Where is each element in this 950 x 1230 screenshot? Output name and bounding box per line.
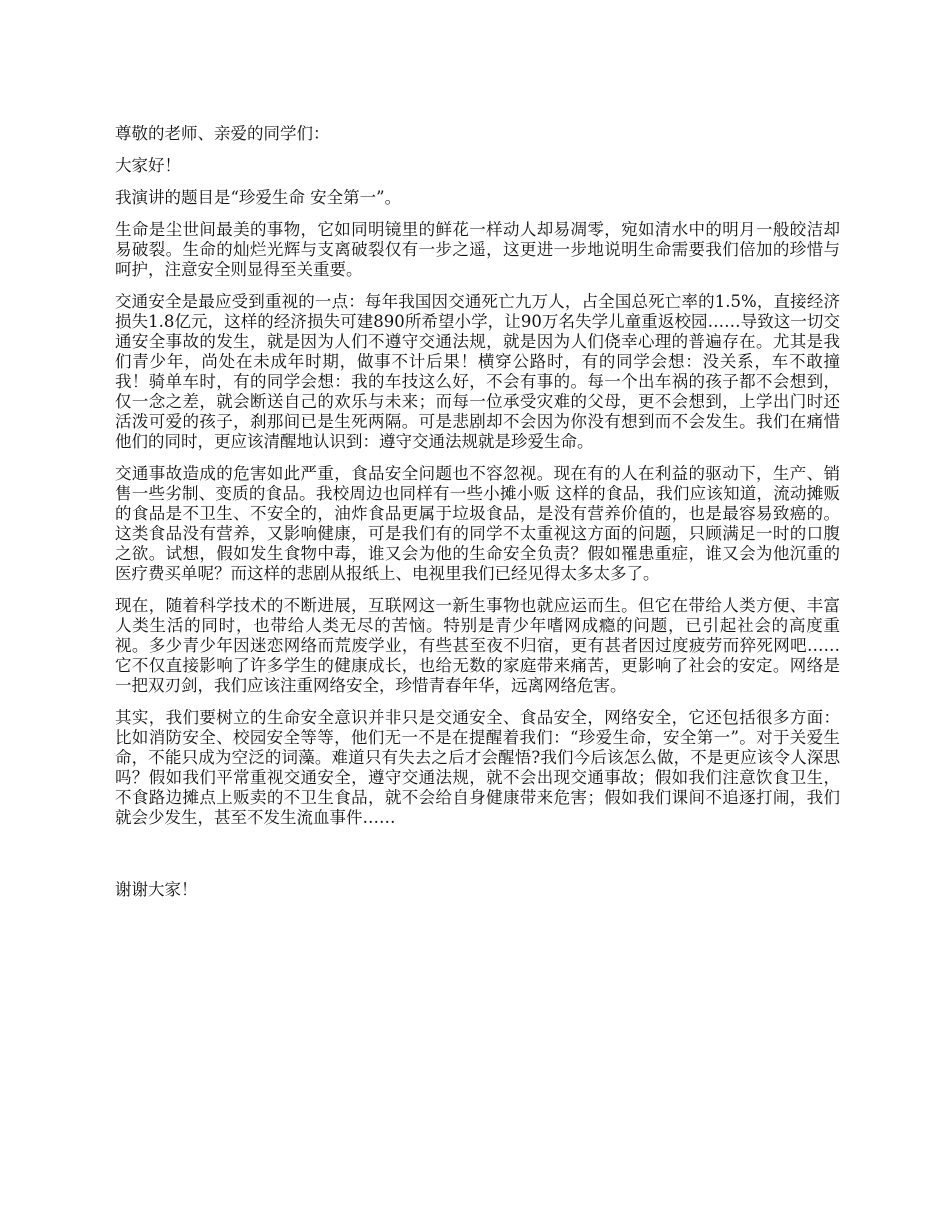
- topic-line: 我演讲的题目是“珍爱生命 安全第一”。: [115, 188, 402, 207]
- paragraph-conclusion: 其实，我们要树立的生命安全意识并非只是交通安全、食品安全，网络安全，它还包括很多方面：比如消防安全、校园安全等等，他们无一不是在提醒着我们：“珍爱生命，安全第一”。对于关爱生命，不能只成为空泛的词藻。难道只有失去之后才会醒悟?我们今后该怎么做，不是更应该令人深思吗？假如我们平常重视交通安全，遵守交通法规，就不会出现交通事故；假如我们注意饮食卫生，不食路边摊点上贩卖的不卫生食品，就不会给自身健康带来危害；假如我们课间不追逐打闹，我们就会少发生，甚至不发生流血事件……: [115, 708, 840, 827]
- closing-line: 谢谢大家！: [115, 880, 198, 899]
- blank-space: [115, 840, 840, 880]
- speech-document: [115, 124, 840, 900]
- paragraph-food-safety: 交通事故造成的危害如此严重，食品安全问题也不容忽视。现在有的人在利益的驱动下，生产、销售一些劣制、变质的食品。我校周边也同样有一些小摊小贩 这样的食品，我们应该知道，流动摊贩的食品是不卫生、不安全的，油炸食品更属于垃圾食品，是没有营养价值的，也是最容易致癌的。这类食品没有营养，又影响健康，可是我们有的同学不太重视这方面的问题，只顾满足一时的口腹之欲。试想，假如发生食物中毒，谁又会为他的生命安全负责？假如罹患重症，谁又会为他沉重的医疗费买单呢？而这样的悲剧从报纸上、电视里我们已经见得太多太多了。: [115, 464, 840, 583]
- paragraph-traffic-safety: 交通安全是最应受到重视的一点：每年我国因交通死亡九万人，占全国总死亡率的1.5%，直接经济损失1.8亿元，这样的经济损失可建890所希望小学，让90万名失学儿童重返校园……导致这一切交通安全事故的发生，就是因为人们不遵守交通法规，就是因为人们侥幸心理的普遍存在。尤其是我们青少年，尚处在未成年时期，做事不计后果！横穿公路时，有的同学会想：没关系，车不敢撞我！骑单车时，有的同学会想：我的车技这么好，不会有事的。每一个出车祸的孩子都不会想到，仅一念之差，就会断送自己的欢乐与未来；而每一位承受灾难的父母，更不会想到，上学出门时还活泼可爱的孩子，刹那间已是生死两隔。可是悲剧却不会因为你没有想到而不会发生。我们在痛惜他们的同时，更应该清醒地认识到：遵守交通法规就是珍爱生命。: [115, 292, 840, 451]
- greeting: 尊敬的老师、亲爱的同学们：: [115, 124, 330, 143]
- hello-line: 大家好！: [115, 156, 181, 175]
- paragraph-life: 生命是尘世间最美的事物，它如同明镜里的鲜花一样动人却易凋零，宛如清水中的明月一般皎洁却易破裂。生命的灿烂光辉与支离破裂仅有一步之遥，这更进一步地说明生命需要我们倍加的珍惜与呵护，注意安全则显得至关重要。: [115, 220, 840, 279]
- paragraph-internet-safety: 现在，随着科学技术的不断进展，互联网这一新生事物也就应运而生。但它在带给人类方便、丰富人类生活的同时，也带给人类无尽的苦恼。特别是青少年嗜网成瘾的问题，已引起社会的高度重视。多少青少年因迷恋网络而荒废学业，有些甚至夜不归宿，更有甚者因过度疲劳而猝死网吧……它不仅直接影响了许多学生的健康成长，也给无数的家庭带来痛苦，更影响了社会的安定。网络是一把双刃剑，我们应该注重网络安全，珍惜青春年华，远离网络危害。: [115, 596, 840, 695]
